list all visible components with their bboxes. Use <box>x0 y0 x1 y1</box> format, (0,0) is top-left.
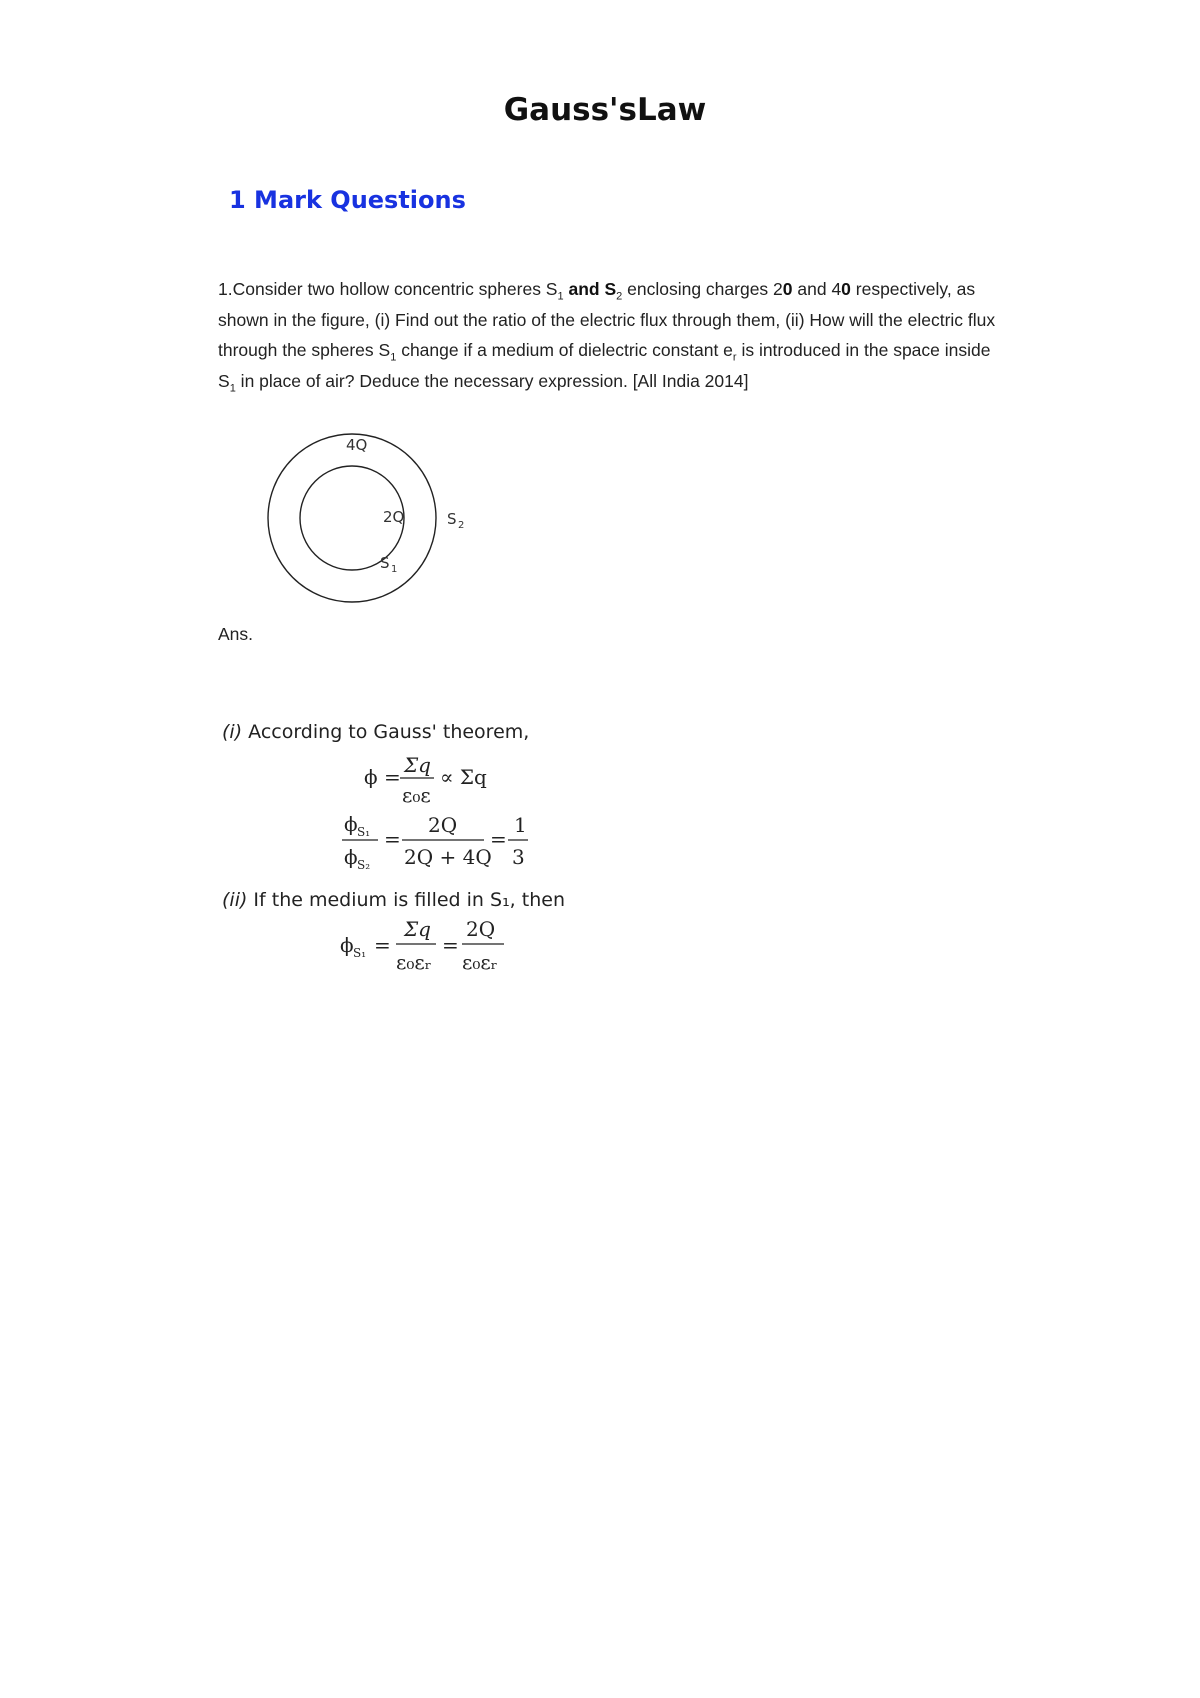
eps-den: ε₀ε <box>402 783 431 807</box>
svg-text:=: = <box>384 827 401 851</box>
inner-sphere-label-sub: 1 <box>391 564 398 575</box>
svg-text:ϕ: ϕ <box>344 845 358 869</box>
outer-sphere-label-sub: 2 <box>458 520 465 531</box>
svg-text:(ii) If the medium is filled i: (ii) If the medium is filled in S₁, then <box>222 889 565 911</box>
phi-lhs: ϕ = <box>364 765 401 789</box>
prop-sum-q: ∝ Σq <box>440 765 487 789</box>
svg-text:(i) According to Gauss' theore: (i) According to Gauss' theorem, <box>222 721 530 743</box>
inner-sphere-label: S <box>380 554 390 572</box>
svg-text:Σq: Σq <box>404 917 431 941</box>
svg-text:2Q: 2Q <box>466 917 496 941</box>
inner-charge-label: 2Q <box>383 508 405 526</box>
svg-text:S₁: S₁ <box>357 825 371 839</box>
section-heading: 1 Mark Questions <box>229 186 466 214</box>
question-text: 1.Consider two hollow concentric spheres $S_1$ and $S_2$ enclosing charges 20 and 40 respectively, as shown in the figure, (i) Find out the ratio of the electric flux through them, (ii) How will the electric flux through the spheres $S_1$ change if a medium of dielectric constant $e_r$ is introduced in the space inside $S_1$ in place of air? Deduce the necessary expression. [All India 2014] <box>218 279 996 394</box>
solution-image <box>214 712 594 977</box>
svg-text:1: 1 <box>514 813 527 837</box>
svg-text:3: 3 <box>512 845 525 869</box>
svg-text:=: = <box>374 933 391 957</box>
outer-sphere <box>268 434 436 602</box>
outer-charge-label: 4Q <box>346 436 368 454</box>
svg-text:=: = <box>442 933 459 957</box>
sum-q-num: Σq <box>404 753 431 777</box>
svg-text:S₂: S₂ <box>357 858 371 872</box>
svg-text:ϕ: ϕ <box>340 933 354 957</box>
concentric-spheres-diagram <box>265 428 495 608</box>
svg-text:ε₀εᵣ: ε₀εᵣ <box>396 950 432 974</box>
svg-text:S₁: S₁ <box>353 946 367 960</box>
svg-text:ε₀εᵣ: ε₀εᵣ <box>462 950 498 974</box>
svg-text:=: = <box>490 827 507 851</box>
svg-text:ϕ: ϕ <box>344 812 358 836</box>
page-title: Gauss'sLaw <box>503 92 707 128</box>
svg-text:2Q: 2Q <box>428 813 458 837</box>
svg-text:2Q + 4Q: 2Q + 4Q <box>404 845 492 869</box>
outer-sphere-label: S <box>447 510 457 528</box>
answer-label: Ans. <box>218 624 254 644</box>
